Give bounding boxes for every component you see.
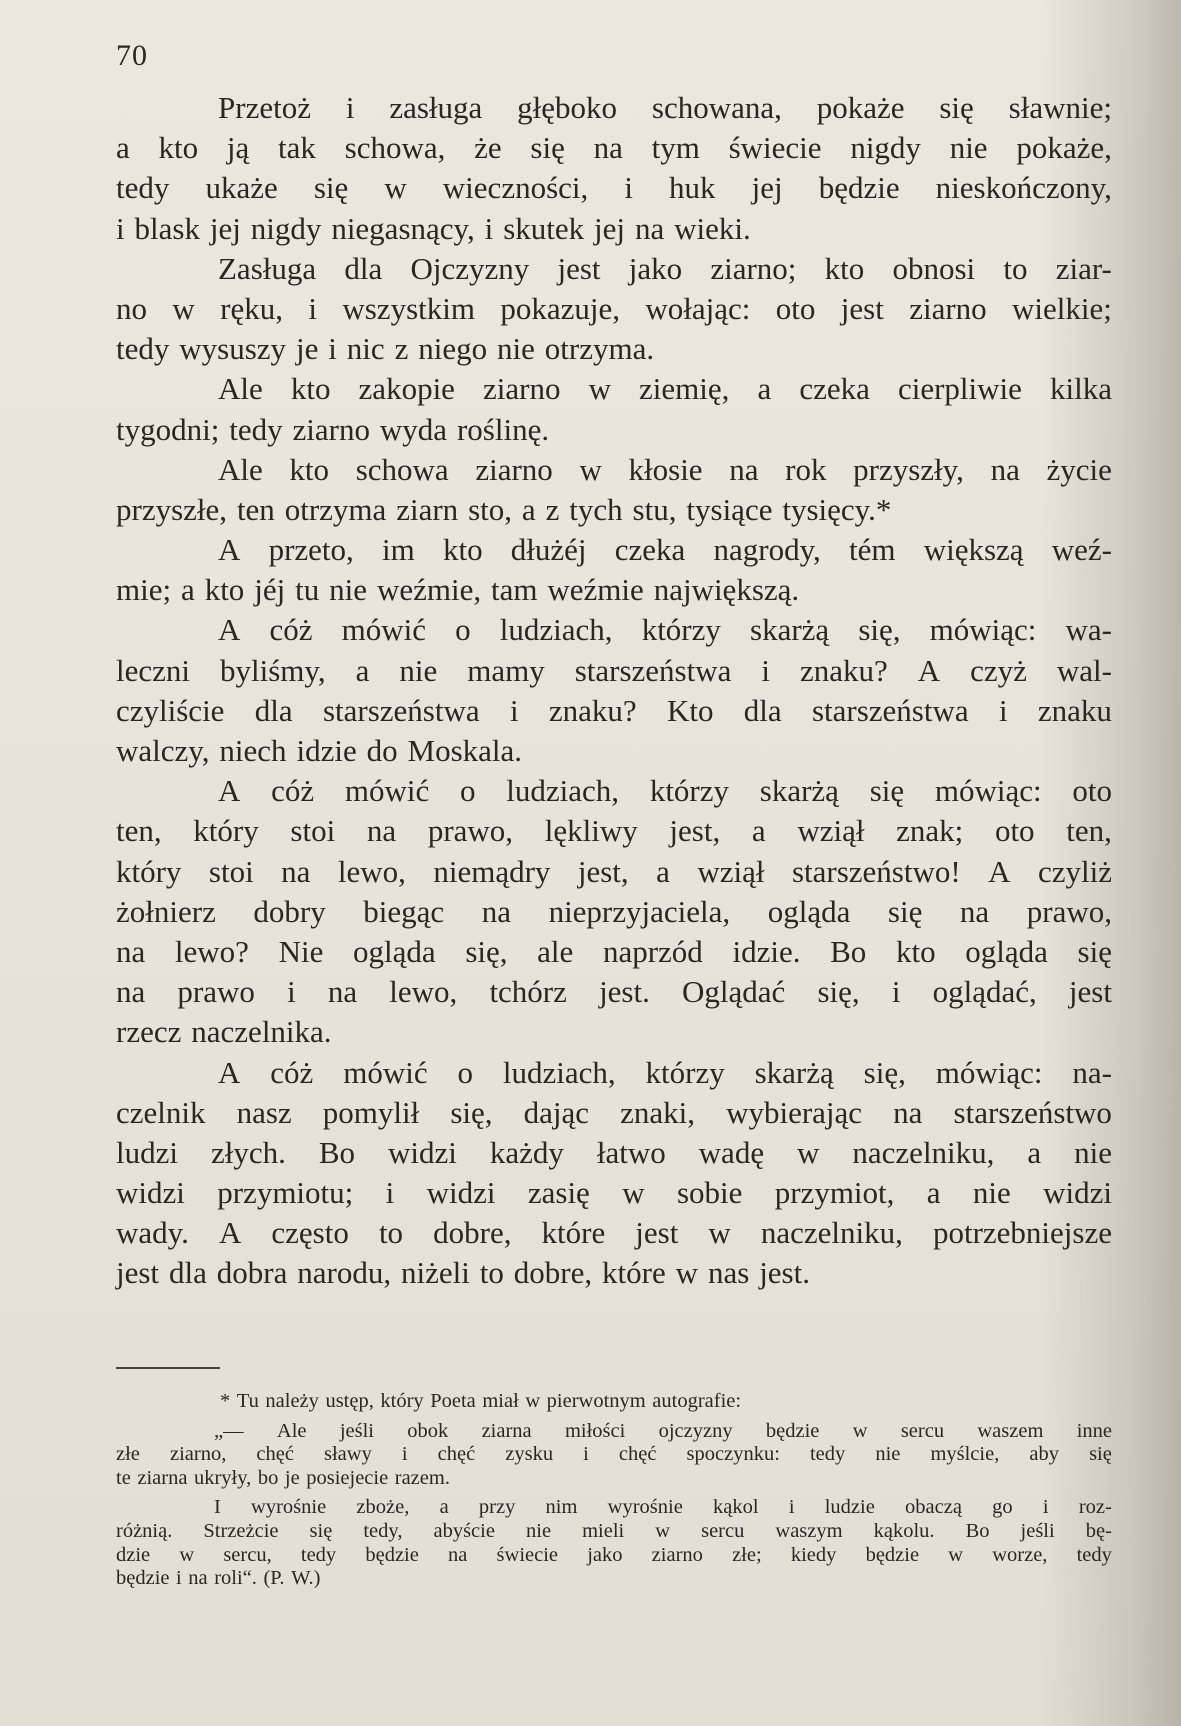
paragraph-line: tedy ukaże się w wieczności, i huk jej będzie nieskończony, — [116, 170, 1112, 206]
main-text — [116, 88, 1112, 1294]
footnote-line: „— Ale jeśli obok ziarna miłości ojczyzny będzie w sercu waszem inne — [214, 1419, 1112, 1442]
paragraph-line: Ale kto zakopie ziarno w ziemię, a czeka cierpliwie kilka — [218, 371, 1112, 407]
paragraph-line: wady. A często to dobre, które jest w naczelniku, potrzebniejsze — [116, 1215, 1112, 1251]
paragraph-line: który stoi na lewo, niemądry jest, a wziął starszeństwo! A czyliż — [116, 853, 1112, 889]
paragraph-line: tygodni; tedy ziarno wyda roślinę. — [116, 411, 550, 447]
paragraph-line: tedy wysuszy je i nic z niego nie otrzyma. — [116, 331, 655, 367]
paragraph-line: no w ręku, i wszystkim pokazuje, wołając: oto jest ziarno wielkie; — [116, 290, 1112, 326]
paragraph-line: przyszłe, ten otrzyma ziarn sto, a z tych stu, tysiące tysięcy.* — [116, 491, 892, 527]
paragraph-line: A cóż mówić o ludziach, którzy skarżą się, mówiąc: wa- — [218, 612, 1112, 648]
paragraph-line: Przetoż i zasługa głęboko schowana, pokaże się sławnie; — [218, 90, 1112, 125]
paragraph-line: widzi przymiotu; i widzi zasię w sobie przymiot, a nie widzi — [116, 1175, 1112, 1211]
footnote-line: różnią. Strzeżcie się tedy, abyście nie mieli w sercu waszym kąkolu. Bo jeśli bę- — [116, 1519, 1112, 1542]
paragraph-line: jest dla dobra narodu, niżeli to dobre, które w nas jest. — [116, 1255, 810, 1291]
paragraph-line: Ale kto schowa ziarno w kłosie na rok przyszły, na życie — [218, 451, 1112, 487]
paragraph-line: rzecz naczelnika. — [116, 1014, 332, 1050]
paragraph-line: a kto ją tak schowa, że się na tym świecie nigdy nie pokaże, — [116, 130, 1112, 166]
paragraph-line: czyliście dla starszeństwa i znaku? Kto dla starszeństwa i znaku — [116, 692, 1112, 728]
paragraph-line: na lewo? Nie ogląda się, ale naprzód idzie. Bo kto ogląda się — [116, 933, 1112, 969]
footnote-line: * Tu należy ustęp, który Poeta miał w pierwotnym autografie: — [220, 1390, 742, 1412]
paragraph-line: A przeto, im kto dłużéj czeka nagrody, tém większą weź- — [218, 532, 1112, 568]
footnote-line: będzie i na roli“. (P. W.) — [116, 1567, 321, 1590]
paragraph-line: żołnierz dobry biegąc na nieprzyjaciela, ogląda się na prawo, — [116, 893, 1112, 929]
paragraph-line: i blask jej nigdy niegasnący, i skutek jej na wieki. — [116, 210, 751, 246]
paragraph-line: Zasługa dla Ojczyzny jest jako ziarno; kto obnosi to ziar- — [218, 250, 1112, 286]
footnote-line: złe ziarno, chęć sławy i chęć zysku i chęć spoczynku: tedy nie myślcie, aby się — [116, 1443, 1112, 1466]
page-number: 70 — [116, 39, 148, 72]
paragraph-line: mie; a kto jéj tu nie weźmie, tam weźmie największą. — [116, 572, 800, 608]
paragraph-line: leczni byliśmy, a nie mamy starszeństwa i znaku? A czyż wal- — [116, 652, 1112, 688]
paragraph-line: ludzi złych. Bo widzi każdy łatwo wadę w naczelniku, a nie — [116, 1134, 1112, 1170]
paragraph-line: czelnik nasz pomylił się, dając znaki, wybierając na starszeństwo — [116, 1094, 1112, 1130]
footnote-line: dzie w sercu, tedy będzie na świecie jako ziarno złe; kiedy będzie w worze, tedy — [116, 1543, 1112, 1566]
paragraph-line: A cóż mówić o ludziach, którzy skarżą się, mówiąc: na- — [218, 1054, 1112, 1090]
footnote-separator — [116, 1367, 220, 1369]
paragraph-line: ten, który stoi na prawo, lękliwy jest, a wziął znak; oto ten, — [116, 813, 1112, 849]
footnote-line: I wyrośnie zboże, a przy nim wyrośnie kąkol i ludzie obaczą go i roz- — [214, 1496, 1112, 1519]
footnote-line: te ziarna ukryły, bo je posiejecie razem. — [116, 1466, 450, 1489]
paragraph-line: walczy, niech idzie do Moskala. — [116, 733, 523, 768]
paragraph-line: A cóż mówić o ludziach, którzy skarżą się mówiąc: oto — [218, 773, 1112, 809]
paragraph-line: na prawo i na lewo, tchórz jest. Oglądać się, i oglądać, jest — [116, 974, 1112, 1010]
footnotes — [116, 1390, 1112, 1591]
